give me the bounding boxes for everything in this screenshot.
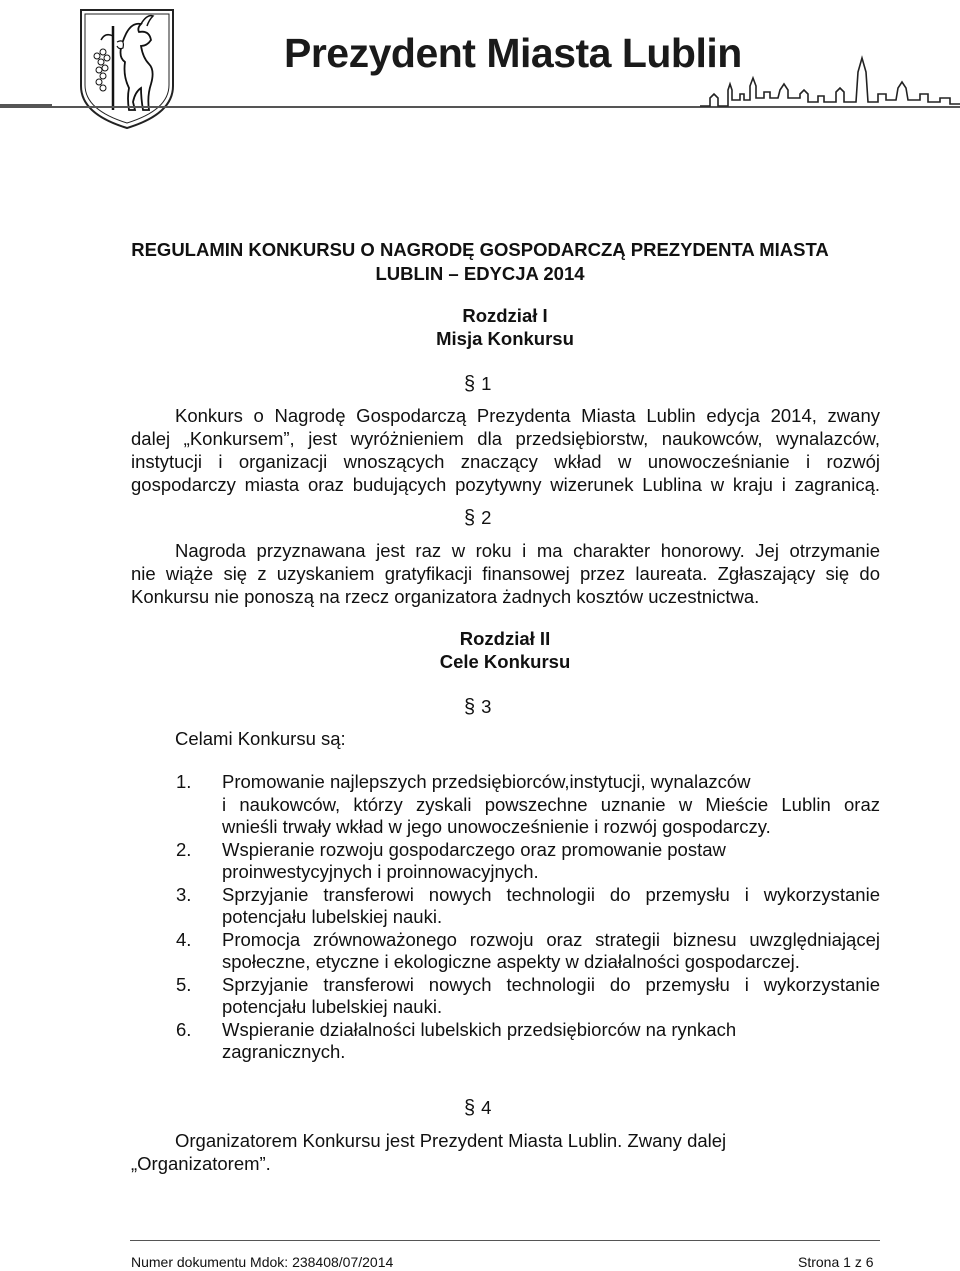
section-number: 2 bbox=[481, 507, 492, 528]
section-1-paragraph bbox=[131, 404, 880, 496]
section-sign: § bbox=[464, 696, 476, 718]
section-sign: § bbox=[464, 373, 476, 395]
paragraph-line: Organizatorem Konkursu jest Prezydent Miasta Lublin. Zwany dalej bbox=[175, 1130, 727, 1151]
list-item-line: Sprzyjanie transferowi nowych technologii do przemysłu i wykorzystanie bbox=[222, 883, 880, 905]
lublin-skyline-icon bbox=[700, 54, 960, 108]
list-item-number: 4. bbox=[176, 928, 192, 950]
list-item-line: i naukowców, którzy zyskali powszechne uznanie w Mieście Lublin oraz bbox=[222, 793, 880, 815]
section-4-paragraph bbox=[131, 1129, 880, 1175]
section-3-heading bbox=[464, 696, 491, 718]
list-item-line: Wspieranie rozwoju gospodarczego oraz promowanie postaw bbox=[222, 838, 726, 860]
chapter-2-name: Cele Konkursu bbox=[439, 651, 571, 672]
chapter-2-label: Rozdział II bbox=[459, 628, 551, 649]
list-item-number: 2. bbox=[176, 838, 192, 860]
paragraph-line: dalej „Konkursem”, jest wyróżnieniem dla przedsiębiorstw, naukowców, wynalazców, bbox=[131, 428, 880, 449]
list-item-number: 3. bbox=[176, 883, 192, 905]
list-item-line: Promocja zrównoważonego rozwoju oraz strategii biznesu uwzględniającej bbox=[222, 928, 880, 950]
list-item-line: Wspieranie działalności lubelskich przedsiębiorców na rynkach bbox=[222, 1018, 737, 1040]
list-item-number: 1. bbox=[176, 771, 192, 792]
list-item-line: potencjału lubelskiej nauki. bbox=[222, 996, 443, 1017]
list-item-number: 5. bbox=[176, 973, 192, 995]
goals-list bbox=[176, 771, 880, 1064]
paragraph-line: Konkurs o Nagrodę Gospodarczą Prezydenta Miasta Lublin edycja 2014, zwany bbox=[175, 405, 880, 426]
header-title: Prezydent Miasta Lublin bbox=[284, 30, 742, 76]
section-1-heading bbox=[464, 373, 491, 395]
section-3-intro: Celami Konkursu są: bbox=[175, 728, 346, 749]
document-title-line-2: LUBLIN – EDYCJA 2014 bbox=[375, 263, 585, 284]
paragraph-line: gospodarczy miasta oraz budujących pozytywny wizerunek Lublina w kraju i zagranicą. bbox=[131, 474, 880, 495]
section-number: 3 bbox=[481, 696, 492, 717]
section-sign: § bbox=[464, 507, 476, 529]
footer-page-number: Strona 1 z 6 bbox=[798, 1254, 874, 1270]
list-item-line: proinwestycyjnych i proinnowacyjnych. bbox=[222, 861, 539, 882]
paragraph-line: instytucji i organizacji wnoszących znaczący wkład w unowocześnianie i rozwój bbox=[131, 451, 880, 472]
paragraph-line: Konkursu nie ponoszą na rzecz organizatora żadnych kosztów uczestnictwa. bbox=[131, 586, 760, 607]
document-title-line-1: REGULAMIN KONKURSU O NAGRODĘ GOSPODARCZĄ PREZYDENTA MIASTA bbox=[131, 239, 829, 260]
section-sign: § bbox=[464, 1097, 476, 1119]
paragraph-line: nie wiąże się z uzyskaniem gratyfikacji finansowej przez laureata. Zgłaszający się do bbox=[131, 563, 880, 584]
list-item bbox=[176, 1019, 880, 1064]
paragraph-line: Nagroda przyznawana jest raz w roku i ma charakter honorowy. Jej otrzymanie bbox=[175, 540, 880, 561]
paragraph-line: „Organizatorem”. bbox=[131, 1153, 271, 1174]
list-item bbox=[176, 884, 880, 929]
chapter-1-name: Misja Konkursu bbox=[436, 328, 574, 349]
list-item bbox=[176, 974, 880, 1019]
list-item-line: Promowanie najlepszych przedsiębiorców,instytucji, wynalazców bbox=[222, 771, 751, 792]
footer-rule bbox=[130, 1240, 880, 1241]
list-item-line: wnieśli trwały wkład w jego unowocześnienie i rozwój gospodarczy. bbox=[222, 816, 771, 837]
section-number: 4 bbox=[481, 1097, 492, 1118]
list-item-number: 6. bbox=[176, 1018, 192, 1040]
footer-document-number: Numer dokumentu Mdok: 238408/07/2014 bbox=[131, 1254, 394, 1270]
list-item bbox=[176, 771, 880, 839]
chapter-1-label: Rozdział I bbox=[462, 305, 548, 326]
section-number: 1 bbox=[481, 373, 492, 394]
section-2-paragraph bbox=[131, 539, 880, 608]
list-item-line: Sprzyjanie transferowi nowych technologii do przemysłu i wykorzystanie bbox=[222, 973, 880, 995]
section-2-heading bbox=[464, 507, 491, 529]
list-item-line: potencjału lubelskiej nauki. bbox=[222, 906, 443, 927]
list-item bbox=[176, 839, 880, 884]
list-item bbox=[176, 929, 880, 974]
list-item-line: społeczne, etyczne i ekologiczne aspekty w działalności gospodarczej. bbox=[222, 951, 800, 972]
list-item-line: zagranicznych. bbox=[222, 1041, 346, 1062]
lublin-coat-of-arms-icon bbox=[77, 6, 177, 132]
section-4-heading bbox=[464, 1097, 491, 1119]
